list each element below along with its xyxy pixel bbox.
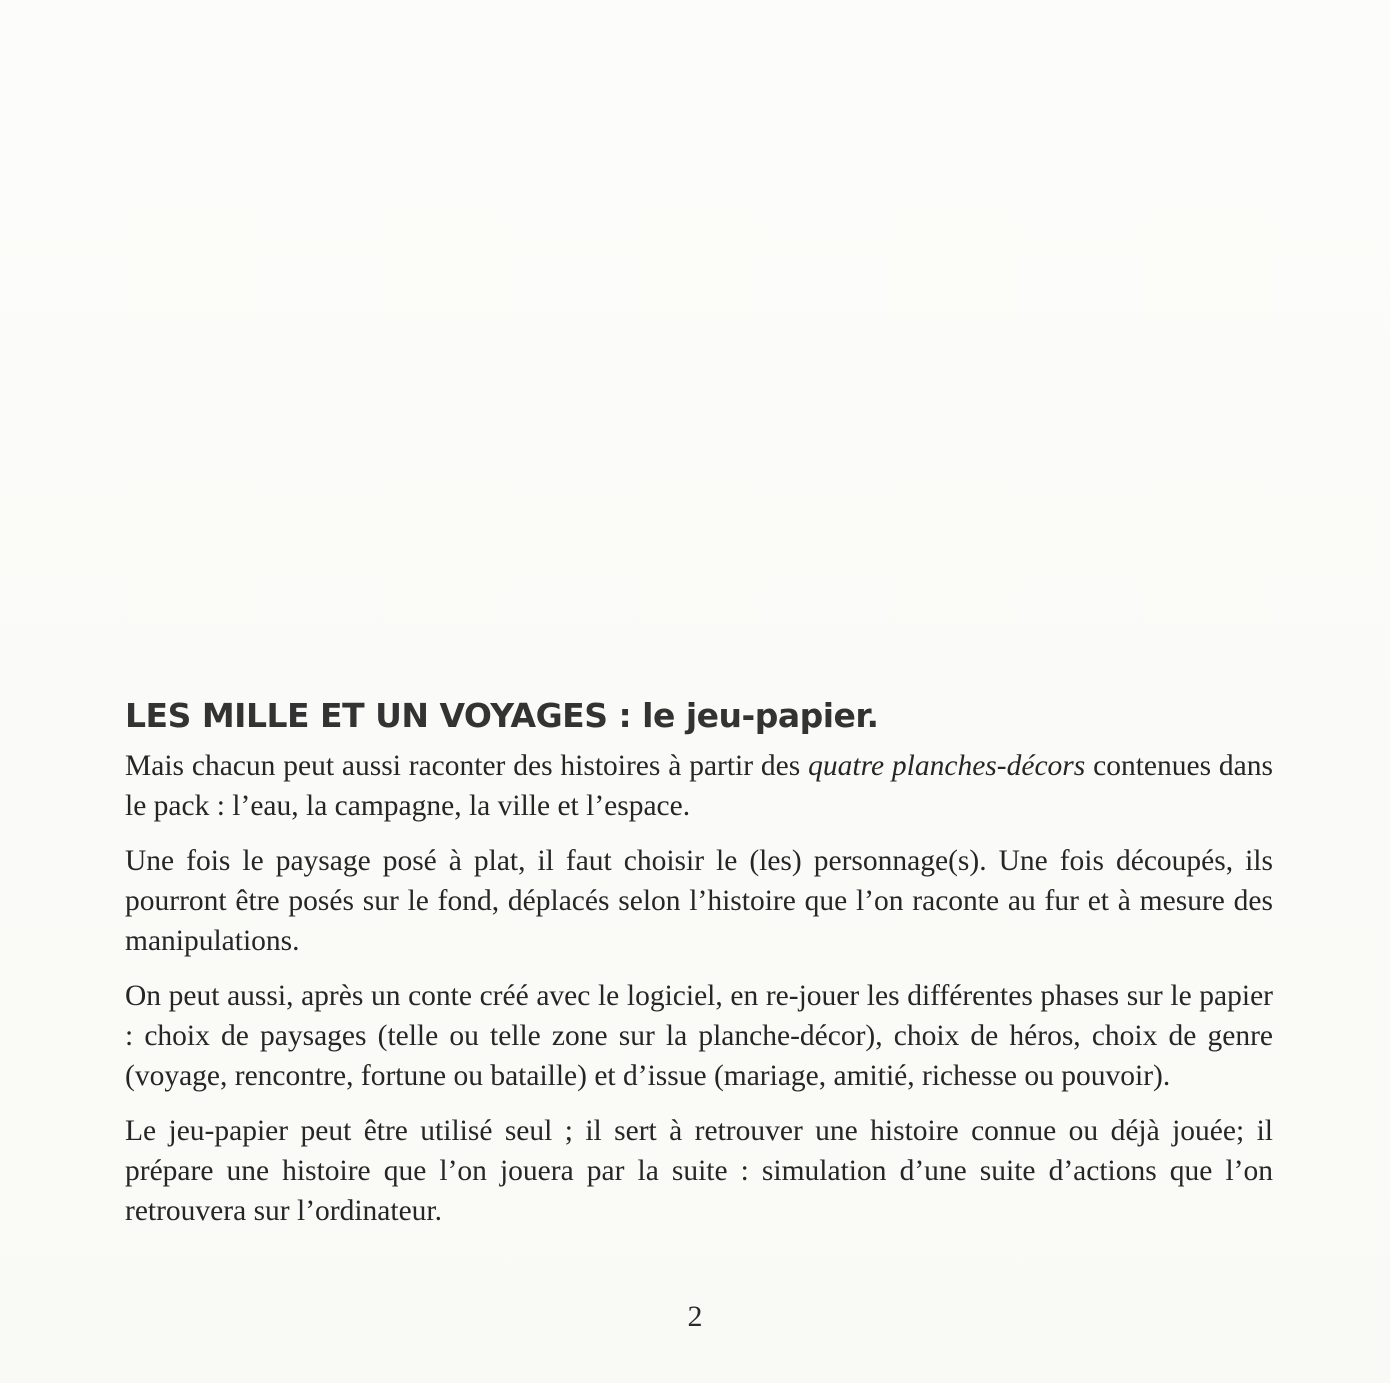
paragraph-4: Le jeu-papier peut être utilisé seul ; il sert à retrouver une histoire connue ou déjà jouée; il prépare une histoire que l’on jouera par la suite : simulation d’une suite d’actions que l’on retrouvera sur l’ordinateur. bbox=[125, 1115, 1273, 1227]
paragraph-2: Une fois le paysage posé à plat, il faut choisir le (les) personnage(s). Une fois découpés, ils pourront être posés sur le fond, déplacés selon l’histoire que l’on raconte au fur et à mesure des manipulations. bbox=[125, 845, 1273, 957]
paragraph-1-text-before: Mais chacun peut aussi raconter des histoires à partir des bbox=[125, 750, 809, 782]
page-number: 2 bbox=[687, 1300, 703, 1333]
paragraph-1 bbox=[125, 746, 1273, 826]
paragraph-3: On peut aussi, après un conte créé avec le logiciel, en re-jouer les différentes phases sur le papier : choix de paysages (telle ou telle zone sur la planche-décor), choix de héros, choix de genre (voyage, rencontre, fortune ou bataille) et d’issue (mariage, amitié, richesse ou pouvoir). bbox=[125, 980, 1273, 1092]
paragraph-1-text-after: contenues dans le pack : l’eau, la campagne, la ville et l’espace. bbox=[125, 750, 1273, 822]
section-title: LES MILLE ET UN VOYAGES : le jeu-papier. bbox=[125, 696, 879, 735]
paragraph-1-emphasis: quatre planches-décors bbox=[808, 750, 1086, 782]
main-content bbox=[125, 694, 1273, 1246]
